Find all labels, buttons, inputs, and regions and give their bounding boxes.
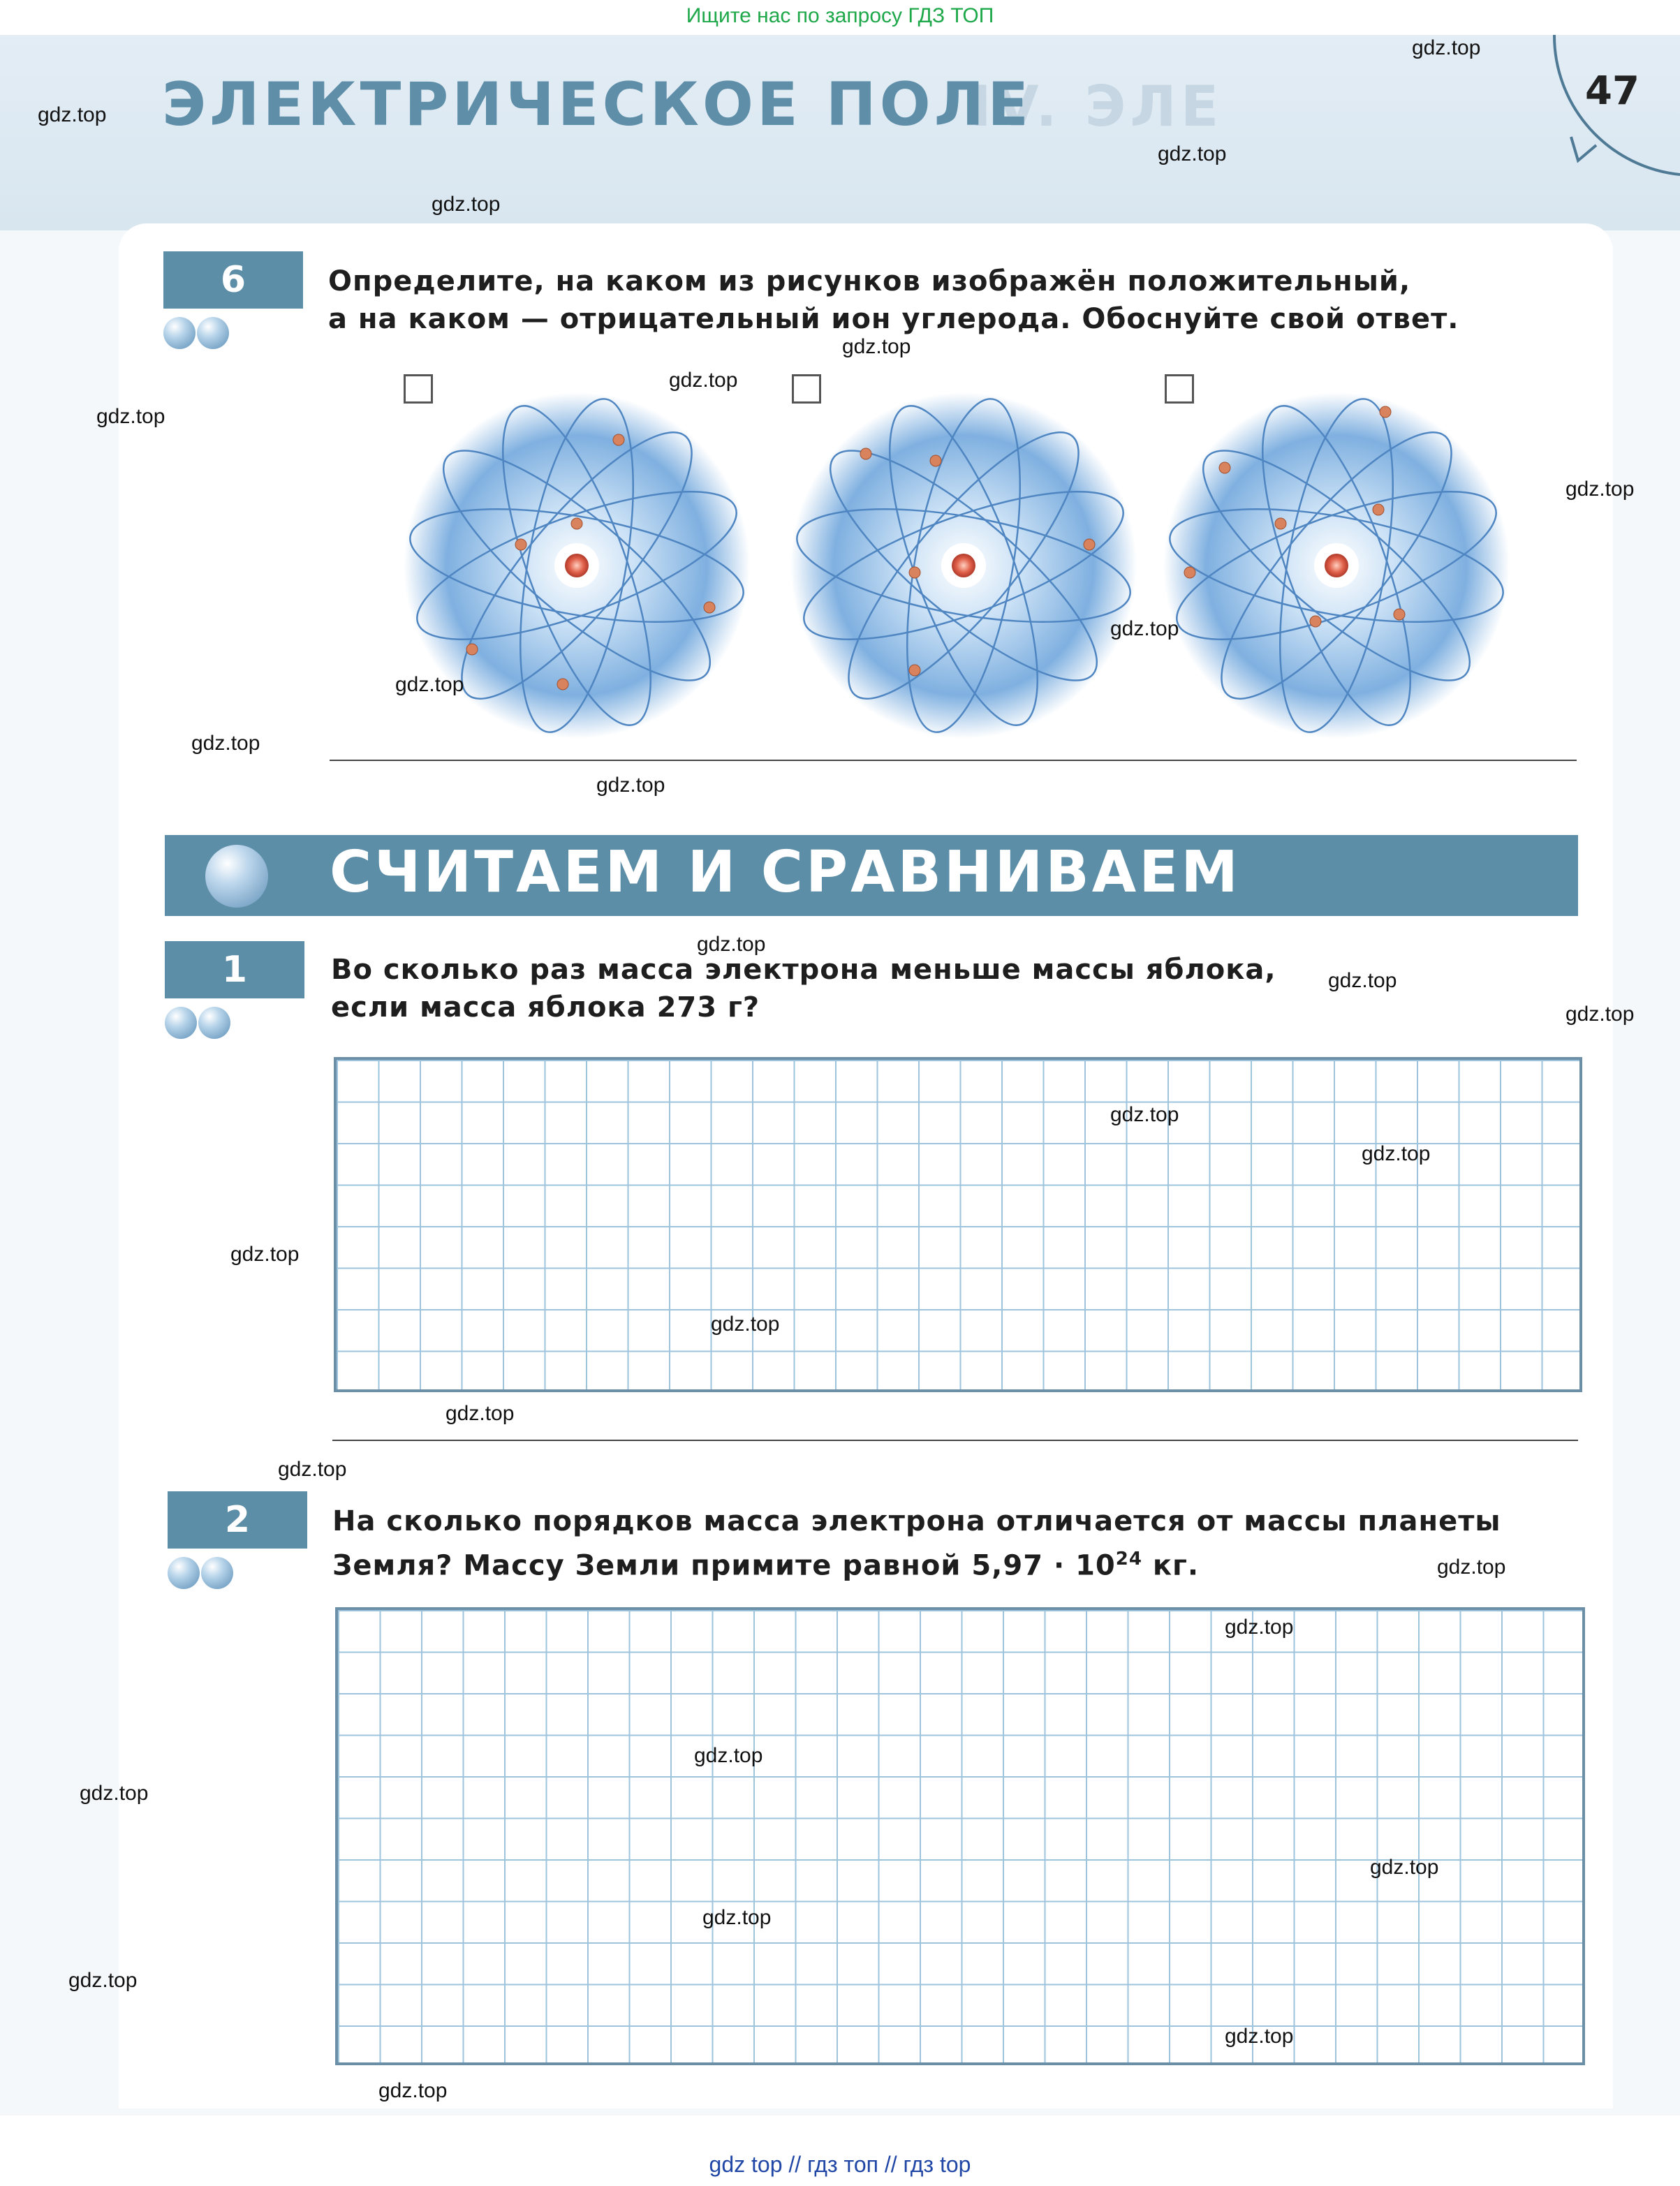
header-ghost-title: IV. ЭЛЕ bbox=[971, 74, 1223, 139]
page-title: ЭЛЕКТРИЧЕСКОЕ ПОЛЕ bbox=[162, 70, 1032, 140]
watermark: gdz.top bbox=[38, 103, 107, 126]
electron bbox=[909, 665, 920, 676]
electron bbox=[704, 602, 715, 613]
difficulty-indicator bbox=[163, 317, 230, 350]
task-2-line-2-unit: кг. bbox=[1142, 1549, 1200, 1582]
electron bbox=[1394, 609, 1405, 620]
watermark: gdz.top bbox=[1565, 1003, 1635, 1026]
difficulty-indicator bbox=[168, 1557, 235, 1590]
atom-diagram-2 bbox=[789, 391, 1138, 740]
task-2-exponent: 24 bbox=[1115, 1549, 1142, 1570]
electron bbox=[557, 679, 568, 690]
top-banner: Ищите нас по запросу ГДЗ ТОП bbox=[686, 4, 994, 27]
electron bbox=[1380, 406, 1391, 418]
electron bbox=[571, 518, 582, 529]
watermark: gdz.top bbox=[702, 1906, 772, 1929]
task-1-question bbox=[331, 951, 1276, 1026]
watermark: gdz.top bbox=[669, 369, 738, 392]
section-header bbox=[165, 835, 1578, 916]
watermark: gdz.top bbox=[1370, 1856, 1439, 1879]
task-6-line-2: а на каком — отрицательный ион углерода. Обоснуйте свой ответ. bbox=[328, 303, 1459, 335]
electron bbox=[1084, 539, 1095, 550]
electron bbox=[930, 455, 941, 466]
answer-line-task-1[interactable] bbox=[332, 1440, 1578, 1441]
electron bbox=[515, 539, 526, 550]
electron bbox=[1310, 616, 1321, 627]
nucleus bbox=[1325, 554, 1348, 577]
task-1-badge: 1 bbox=[165, 941, 304, 998]
watermark: gdz.top bbox=[1225, 1616, 1294, 1639]
workbook-page bbox=[0, 35, 1680, 2115]
watermark: gdz.top bbox=[1437, 1556, 1506, 1579]
watermark: gdz.top bbox=[1110, 1103, 1179, 1126]
watermark: gdz.top bbox=[1328, 969, 1397, 992]
task-2-line-1: На сколько порядков масса электрона отличается от массы планеты bbox=[332, 1505, 1501, 1537]
page-number: 47 bbox=[1585, 68, 1640, 114]
watermark: gdz.top bbox=[1110, 617, 1179, 640]
task-6-question bbox=[328, 263, 1459, 338]
watermark: gdz.top bbox=[842, 335, 911, 358]
watermark: gdz.top bbox=[378, 2079, 448, 2102]
task-2-question bbox=[332, 1502, 1501, 1584]
electron bbox=[466, 644, 478, 655]
watermark: gdz.top bbox=[445, 1402, 515, 1425]
section-ball-icon bbox=[205, 845, 268, 908]
answer-line-task-6[interactable] bbox=[330, 760, 1577, 761]
answer-grid-task-1[interactable] bbox=[334, 1057, 1582, 1392]
electron bbox=[860, 448, 871, 459]
difficulty-dot bbox=[168, 1557, 200, 1589]
watermark: gdz.top bbox=[68, 1969, 138, 1992]
difficulty-dot bbox=[163, 317, 196, 349]
watermark: gdz.top bbox=[711, 1313, 780, 1336]
electron bbox=[1275, 518, 1286, 529]
watermark: gdz.top bbox=[1225, 2025, 1294, 2048]
watermark: gdz.top bbox=[596, 774, 665, 797]
watermark: gdz.top bbox=[395, 673, 464, 696]
watermark: gdz.top bbox=[278, 1458, 347, 1481]
electron bbox=[1219, 462, 1230, 473]
electron bbox=[909, 567, 920, 578]
watermark: gdz.top bbox=[1158, 142, 1227, 165]
watermark: gdz.top bbox=[230, 1243, 300, 1266]
task-6-badge: 6 bbox=[163, 251, 303, 309]
bottom-banner: gdz top // гдз топ // гдз top bbox=[709, 2152, 971, 2177]
difficulty-indicator bbox=[165, 1007, 232, 1040]
atom-diagram-3 bbox=[1162, 391, 1511, 740]
task-1-line-1: Во сколько раз масса электрона меньше массы яблока, bbox=[331, 954, 1276, 986]
difficulty-dot bbox=[197, 317, 229, 349]
electron bbox=[613, 434, 624, 445]
task-2-line-2 bbox=[332, 1540, 1501, 1584]
watermark: gdz.top bbox=[694, 1744, 763, 1767]
answer-grid-task-2[interactable] bbox=[335, 1607, 1585, 2065]
difficulty-dot bbox=[165, 1007, 197, 1039]
watermark: gdz.top bbox=[1362, 1142, 1431, 1165]
difficulty-dot bbox=[198, 1007, 230, 1039]
task-1-line-2: если масса яблока 273 г? bbox=[331, 991, 760, 1024]
watermark: gdz.top bbox=[697, 933, 766, 956]
watermark: gdz.top bbox=[1412, 36, 1481, 59]
watermark: gdz.top bbox=[1565, 478, 1635, 501]
section-title: СЧИТАЕМ И СРАВНИВАЕМ bbox=[330, 839, 1241, 906]
nucleus bbox=[565, 554, 589, 577]
watermark: gdz.top bbox=[96, 405, 165, 428]
watermark: gdz.top bbox=[80, 1782, 149, 1805]
watermark: gdz.top bbox=[432, 193, 501, 216]
nucleus bbox=[952, 554, 975, 577]
electron bbox=[1373, 504, 1384, 515]
task-2-line-2-text: Земля? Массу Земли примите равной 5,97 · 10 bbox=[332, 1549, 1116, 1582]
task-6-line-1: Определите, на каком из рисунков изображён положительный, bbox=[328, 265, 1411, 297]
difficulty-dot bbox=[201, 1557, 233, 1589]
watermark: gdz.top bbox=[191, 732, 260, 755]
electron bbox=[1184, 567, 1195, 578]
task-2-badge: 2 bbox=[168, 1491, 307, 1549]
